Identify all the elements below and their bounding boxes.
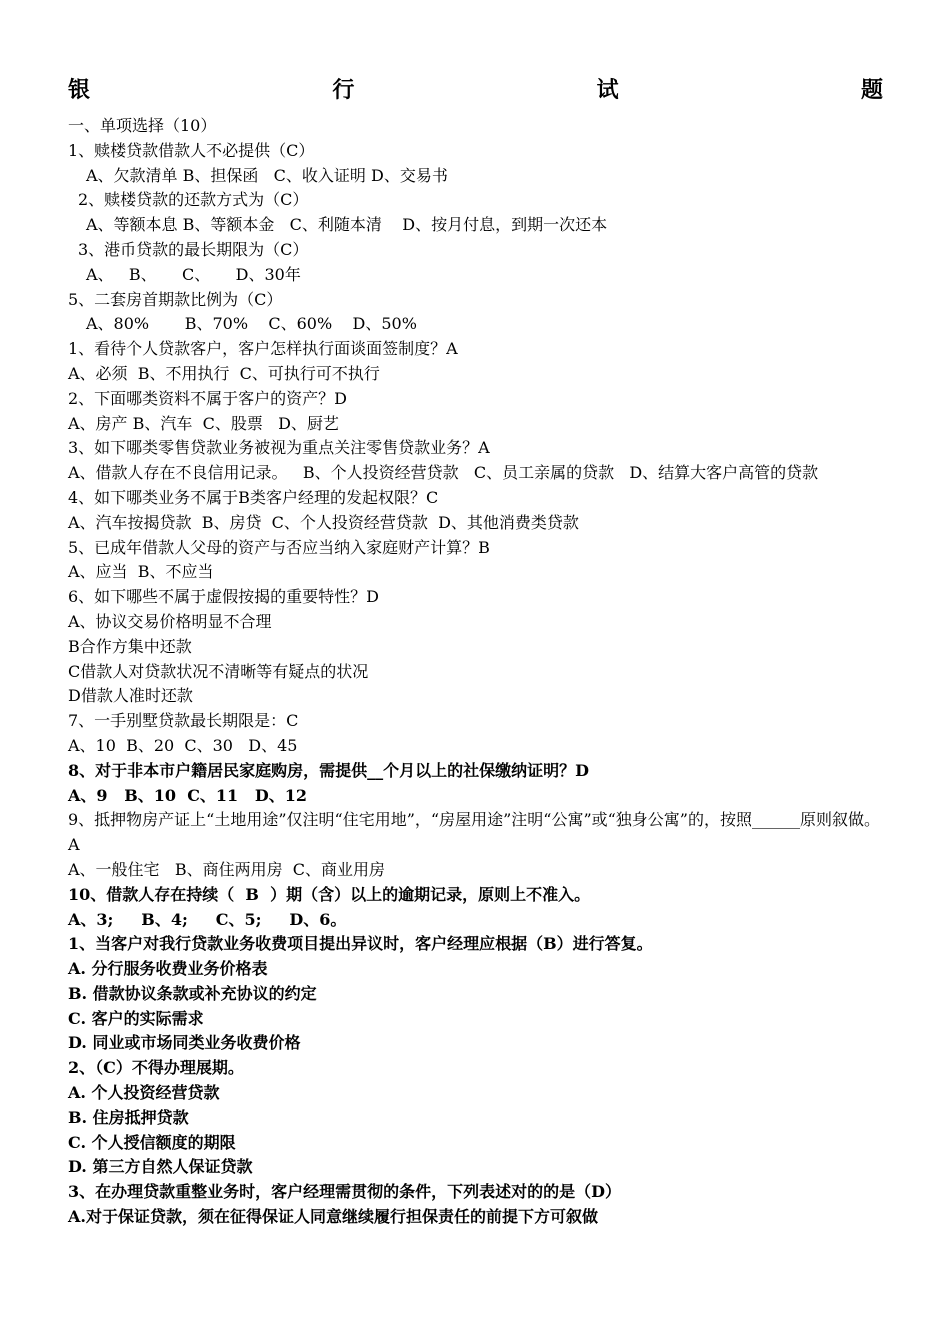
text-line: A、9 B、10 C、11 D、12	[68, 785, 308, 805]
text-line: B. 借款协议条款或补充协议的约定	[68, 983, 317, 1003]
text-line: 6、如下哪些不属于虚假按揭的重要特性？D	[68, 587, 380, 607]
text-line: A、协议交易价格明显不合理	[68, 611, 272, 631]
text-line: 7、一手别墅贷款最长期限是：C	[68, 711, 299, 731]
text-line: A、10 B、20 C、30 D、45	[68, 735, 298, 755]
text-line: A、欠款清单 B、担保函 C、收入证明 D、交易书	[86, 165, 448, 185]
text-line: 3、如下哪类零售贷款业务被视为重点关注零售贷款业务？A	[68, 438, 490, 458]
text-line: C借款人对贷款状况不清晰等有疑点的状况	[68, 661, 369, 681]
title-char: 题	[860, 77, 883, 103]
title-char: 银	[68, 77, 91, 103]
text-line: A、汽车按揭贷款 B、房贷 C、个人投资经营贷款 D、其他消费类贷款	[68, 512, 579, 532]
title-char: 试	[596, 77, 619, 103]
text-line: 4、如下哪类业务不属于B类客户经理的发起权限？C	[68, 487, 439, 507]
text-line: 5、二套房首期款比例为（C）	[68, 289, 283, 309]
text-line: 10、借款人存在持续（ B ）期（含）以上的逾期记录，原则上不准入。	[68, 884, 591, 904]
text-line: 3、在办理贷款重整业务时，客户经理需贯彻的条件，下列表述对的的是（D）	[68, 1182, 622, 1202]
text-line: B. 住房抵押贷款	[68, 1107, 189, 1127]
text-line: 一、单项选择（10）	[68, 116, 217, 135]
text-line: A、一般住宅 B、商住两用房 C、商业用房	[68, 859, 385, 879]
text-line: A、应当 B、不应当	[68, 562, 214, 582]
text-line: B合作方集中还款	[68, 636, 192, 656]
question-list	[68, 114, 883, 1230]
text-line: 1、当客户对我行贷款业务收费项目提出异议时，客户经理应根据（B）进行答复。	[68, 934, 653, 954]
title-char: 行	[332, 77, 355, 103]
text-line: A、房产 B、汽车 C、股票 D、厨艺	[68, 413, 339, 433]
text-line: 8、对于非本市户籍居民家庭购房，需提供__个月以上的社保缴纳证明？D	[68, 760, 590, 780]
text-line: D. 第三方自然人保证贷款	[68, 1157, 253, 1177]
text-line: 2、赎楼贷款的还款方式为（C）	[78, 190, 309, 210]
text-line: A、必须 B、不用执行 C、可执行可不执行	[68, 363, 380, 383]
text-line: D借款人准时还款	[68, 686, 193, 706]
text-line: 2、（C）不得办理展期。	[68, 1058, 244, 1078]
text-line: A.对于保证贷款，须在征得保证人同意继续履行担保责任的前提下方可叙做	[68, 1207, 598, 1227]
text-line: 5、已成年借款人父母的资产与否应当纳入家庭财产计算？B	[68, 537, 490, 557]
document-page	[68, 72, 883, 1230]
page-title	[68, 72, 883, 108]
text-line: A、3; B、4; C、5; D、6。	[68, 909, 347, 929]
text-line: A. 个人投资经营贷款	[68, 1083, 220, 1103]
text-line: 1、赎楼贷款借款人不必提供（C）	[68, 140, 315, 160]
text-line: C. 个人授信额度的期限	[68, 1132, 236, 1152]
text-line: A. 分行服务收费业务价格表	[68, 959, 268, 979]
text-line: A、 B、 C、 D、30年	[86, 264, 301, 284]
text-line: A、等额本息 B、等额本金 C、利随本清 D、按月付息，到期一次还本	[86, 215, 608, 235]
text-line: D. 同业或市场同类业务收费价格	[68, 1033, 301, 1053]
text-line: A、借款人存在不良信用记录。 B、个人投资经营贷款 C、员工亲属的贷款 D、结算大客户高管的贷款	[68, 463, 819, 483]
text-line: 2、下面哪类资料不属于客户的资产？D	[68, 388, 348, 408]
text-line: 9、抵押物房产证上“土地用途”仅注明“住宅用地”，“房屋用途”注明“公寓”或“独身公寓”的，按照______原则叙做。A	[68, 810, 880, 855]
text-line: 1、看待个人贷款客户，客户怎样执行面谈面签制度？A	[68, 339, 458, 359]
text-line: A、80% B、70% C、60% D、50%	[86, 314, 417, 334]
text-line: 3、港币贷款的最长期限为（C）	[78, 239, 309, 259]
text-line: C. 客户的实际需求	[68, 1008, 204, 1028]
